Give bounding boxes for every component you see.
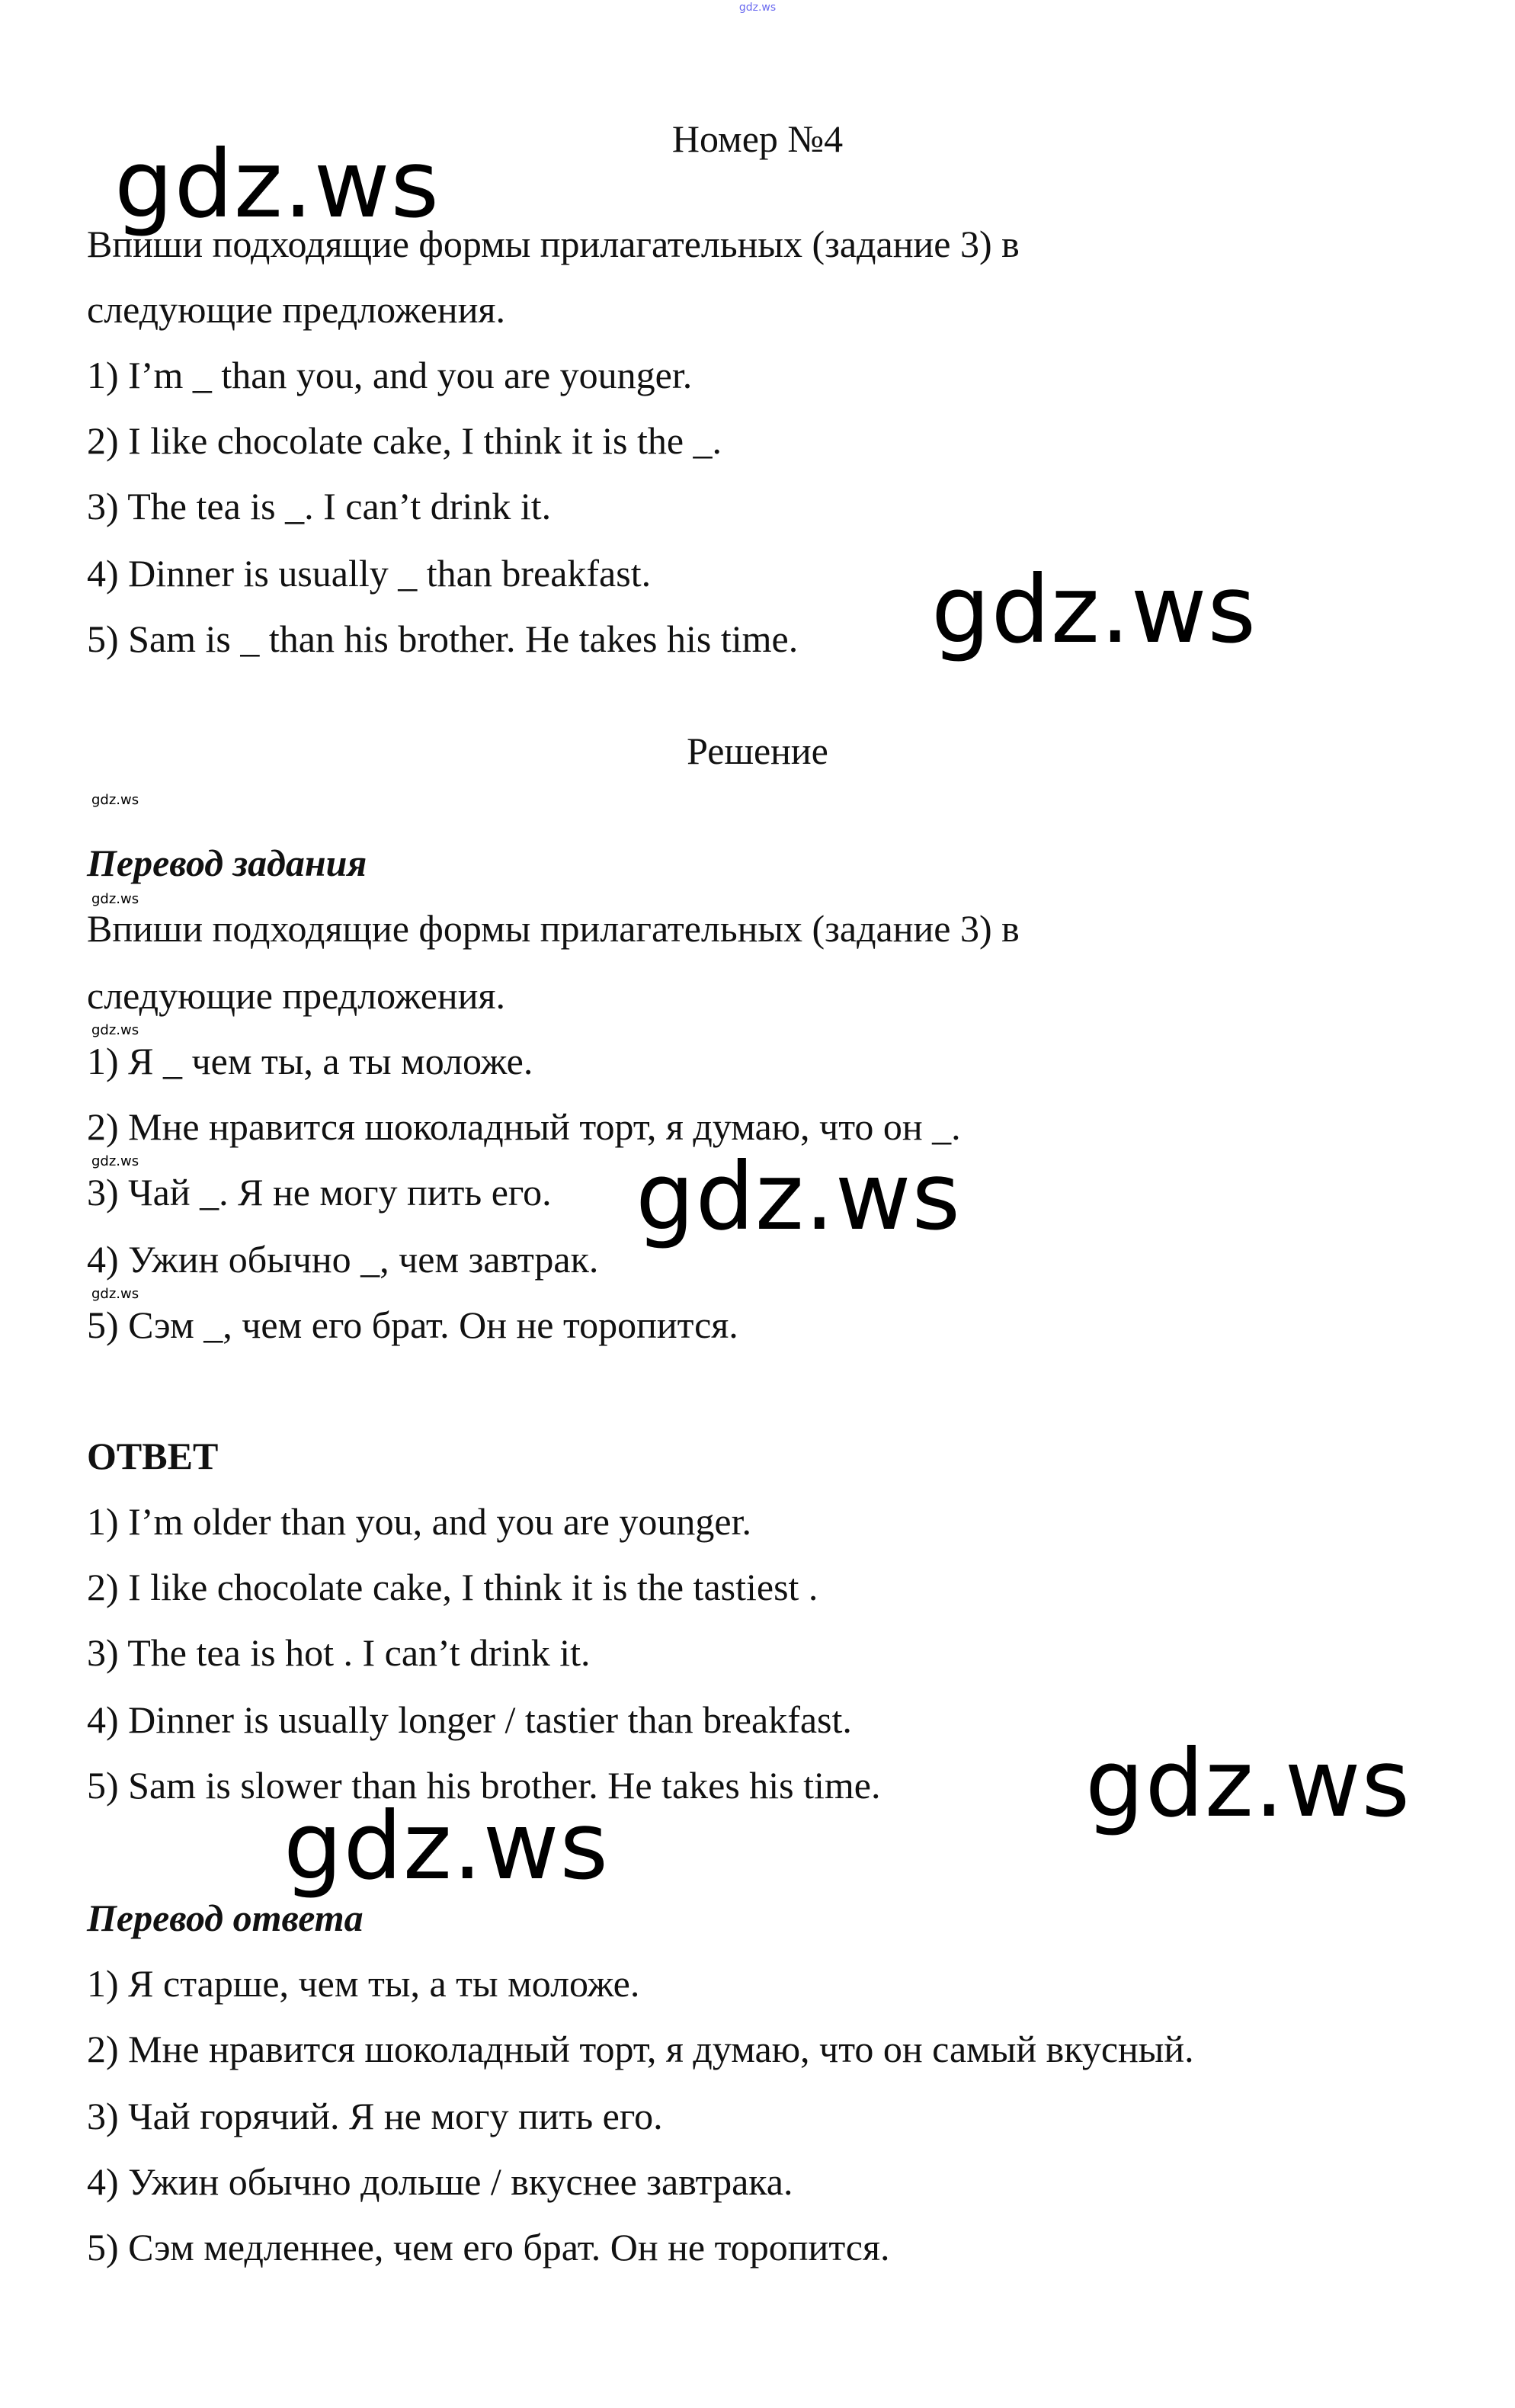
watermark-small: gdz.ws [91, 1153, 139, 1169]
answer-heading: ОТВЕТ [87, 1435, 219, 1477]
watermark-large: gdz.ws [1085, 1730, 1411, 1838]
answer-translation-item-4: 4) Ужин обычно дольше / вкуснее завтрака. [87, 2160, 793, 2203]
task-translation-heading: Перевод задания [87, 842, 367, 884]
task-translation-instruction-line-1: Впиши подходящие формы прилагательных (задание 3) в [87, 907, 1020, 950]
answer-item-5: 5) Sam is slower than his brother. He takes his time. [87, 1764, 881, 1807]
task-item-2: 2) I like chocolate cake, I think it is the _. [87, 419, 722, 462]
task-translation-item-1: 1) Я _ чем ты, а ты моложе. [87, 1040, 533, 1082]
task-translation-instruction-line-2: следующие предложения. [87, 974, 505, 1017]
answer-translation-item-3: 3) Чай горячий. Я не могу пить его. [87, 2095, 663, 2137]
watermark-large: gdz.ws [636, 1143, 962, 1251]
task-item-3: 3) The tea is _. I can’t drink it. [87, 485, 552, 527]
solution-title: Решение [687, 729, 828, 772]
answer-item-1: 1) I’m older than you, and you are younger. [87, 1500, 751, 1543]
answer-item-3: 3) The tea is hot . I can’t drink it. [87, 1631, 591, 1674]
page-title: Номер №4 [671, 117, 844, 160]
task-item-4: 4) Dinner is usually _ than breakfast. [87, 552, 652, 595]
answer-translation-item-5: 5) Сэм медленнее, чем его брат. Он не торопится. [87, 2226, 890, 2269]
watermark-large: gdz.ws [114, 130, 440, 239]
task-instruction-line-1: Впиши подходящие формы прилагательных (задание 3) в [87, 223, 1020, 265]
task-item-1: 1) I’m _ than you, and you are younger. [87, 354, 693, 396]
task-translation-item-5: 5) Сэм _, чем его брат. Он не торопится. [87, 1303, 738, 1346]
watermark-small: gdz.ws [91, 1022, 139, 1038]
watermark-large: gdz.ws [931, 556, 1257, 664]
answer-translation-item-1: 1) Я старше, чем ты, а ты моложе. [87, 1962, 640, 2005]
task-item-5: 5) Sam is _ than his brother. He takes his time. [87, 617, 799, 660]
watermark-small: gdz.ws [91, 1286, 139, 1302]
answer-item-4: 4) Dinner is usually longer / tastier than breakfast. [87, 1698, 852, 1741]
answer-translation-heading: Перевод ответа [87, 1897, 364, 1939]
watermark-small: gdz.ws [91, 792, 139, 808]
task-instruction-line-2: следующие предложения. [87, 288, 505, 331]
answer-item-2: 2) I like chocolate cake, I think it is the tastiest . [87, 1566, 818, 1608]
task-translation-item-4: 4) Ужин обычно _, чем завтрак. [87, 1238, 599, 1281]
task-translation-item-2: 2) Мне нравится шоколадный торт, я думаю, что он _. [87, 1105, 961, 1148]
answer-translation-item-2: 2) Мне нравится шоколадный торт, я думаю, что он самый вкусный. [87, 2028, 1194, 2070]
watermark-large: gdz.ws [283, 1792, 610, 1900]
watermark-small: gdz.ws [91, 891, 139, 907]
task-translation-item-3: 3) Чай _. Я не могу пить его. [87, 1171, 552, 1214]
watermark-top-tiny: gdz.ws [738, 2, 777, 14]
